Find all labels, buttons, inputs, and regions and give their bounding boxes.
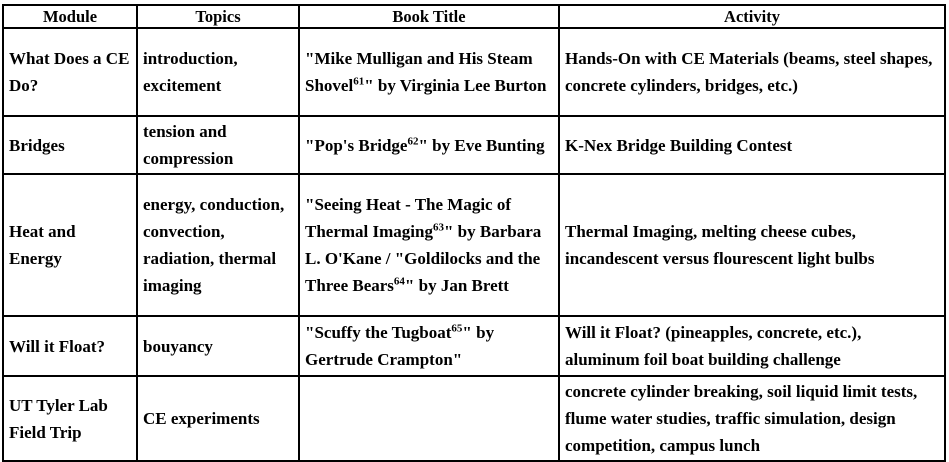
- table-row: [3, 174, 945, 316]
- topics-cell: introduction, excitement: [137, 28, 299, 116]
- activity-cell: Will it Float? (pineapples, concrete, etc.), aluminum foil boat building challenge: [559, 316, 945, 376]
- reference-number: 62: [407, 134, 419, 147]
- module-cell: UT Tyler Lab Field Trip: [3, 376, 137, 461]
- table-row: [3, 116, 945, 174]
- topics-cell: bouyancy: [137, 316, 299, 376]
- book-author: " by Eve Bunting: [418, 135, 545, 155]
- book-title-cell: [299, 376, 559, 461]
- book-title: "Goldilocks and the Three Bears: [305, 249, 541, 295]
- book-title: "Pop's Bridge: [305, 135, 408, 155]
- activity-cell: K-Nex Bridge Building Contest: [559, 116, 945, 174]
- table-row: [3, 376, 945, 461]
- book-title: "Scuffy the Tugboat: [305, 323, 452, 342]
- reference-number: 64: [393, 275, 405, 288]
- reference-number: 61: [353, 75, 365, 88]
- book-author: " by Virginia Lee Burton: [364, 76, 547, 95]
- module-cell: Will it Float?: [3, 316, 137, 376]
- book-author: " by Barbara L. O'Kane /: [305, 222, 542, 268]
- topics-cell: energy, conduction, convection, radiation, thermal imaging: [137, 174, 299, 316]
- header-row: [3, 5, 945, 28]
- activity-cell: Hands-On with CE Materials (beams, steel shapes, concrete cylinders, bridges, etc.): [559, 28, 945, 116]
- header-book-title: Book Title: [299, 5, 559, 28]
- book-title: "Mike Mulligan and His Steam Shovel: [305, 49, 533, 95]
- module-cell: Heat and Energy: [3, 174, 137, 316]
- module-table: [2, 4, 946, 462]
- book-title: "Seeing Heat - The Magic of Thermal Imaging: [305, 195, 512, 241]
- reference-number: 63: [432, 221, 444, 234]
- reference-number: 65: [451, 322, 463, 335]
- topics-cell: CE experiments: [137, 376, 299, 461]
- module-cell: What Does a CE Do?: [3, 28, 137, 116]
- activity-cell: concrete cylinder breaking, soil liquid limit tests, flume water studies, traffic simulation, design competition, campus lunch: [559, 376, 945, 461]
- book-title-cell: [299, 116, 559, 174]
- book-author: " by Jan Brett: [404, 276, 509, 295]
- topics-cell: tension and compression: [137, 116, 299, 174]
- activity-cell: Thermal Imaging, melting cheese cubes, incandescent versus flourescent light bulbs: [559, 174, 945, 316]
- book-title-cell: [299, 174, 559, 316]
- header-topics: Topics: [137, 5, 299, 28]
- header-module: Module: [3, 5, 137, 28]
- table-row: [3, 316, 945, 376]
- table-row: [3, 28, 945, 116]
- book-author: " by Gertrude Crampton": [305, 323, 495, 369]
- header-activity: Activity: [559, 5, 945, 28]
- book-title-cell: [299, 316, 559, 376]
- module-cell: Bridges: [3, 116, 137, 174]
- book-title-cell: [299, 28, 559, 116]
